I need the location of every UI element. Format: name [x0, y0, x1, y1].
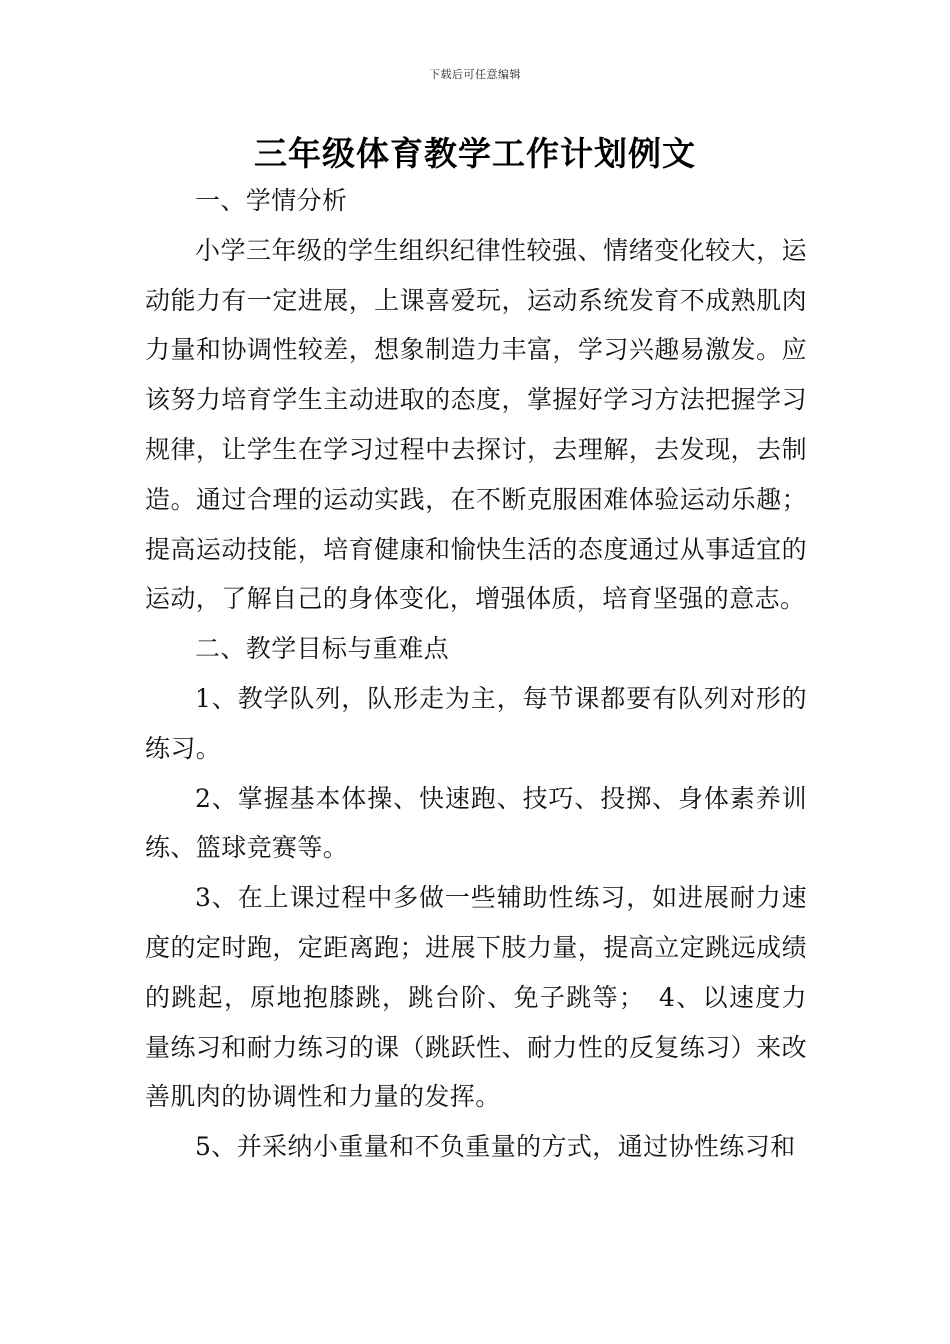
paragraph-goal-5: 5、并采纳小重量和不负重量的方式，通过协性练习和: [195, 1132, 796, 1162]
header-note: 下载后可任意编辑: [429, 68, 521, 81]
paragraph-analysis: 小学三年级的学生组织纪律性较强、情绪变化较大，运动能力有一定进展，上课喜爱玩，运动系统发育不成熟肌肉力量和协调性较差，想象制造力丰富，学习兴趣易激发。应该努力培育学生主动进取的态度，掌握好学习方法把握学习规律，让学生在学习过程中去探讨，去理解，去发现，去制造。通过合理的运动实践，在不断克服困难体验运动乐趣；提高运动技能，培育健康和愉快生活的态度通过从事适宜的运动，了解自己的身体变化，增强体质，培育坚强的意志。: [145, 235, 807, 614]
document-body: [145, 176, 807, 1172]
section-heading-goals: 二、教学目标与重难点: [195, 634, 450, 664]
paragraph-goal-2: 2、掌握基本体操、快速跑、技巧、投掷、身体素养训练、篮球竞赛等。: [145, 783, 807, 863]
paragraph-goal-3-4: 3、在上课过程中多做一些辅助性练习，如进展耐力速度的定时跑，定距离跑；进展下肢力量，提高立定跳远成绩的跳起，原地抱膝跳，跳台阶、免子跳等； 4、以速度力量练习和耐力练习的课（跳跃性、耐力性的反复练习）来改善肌肉的协调性和力量的发挥。: [145, 883, 807, 1112]
paragraph-goal-1: 1、教学队列，队形走为主，每节课都要有队列对形的练习。: [145, 683, 807, 763]
document-title: 三年级体育教学工作计划例文: [254, 134, 696, 173]
section-heading-analysis: 一、学情分析: [195, 186, 348, 215]
